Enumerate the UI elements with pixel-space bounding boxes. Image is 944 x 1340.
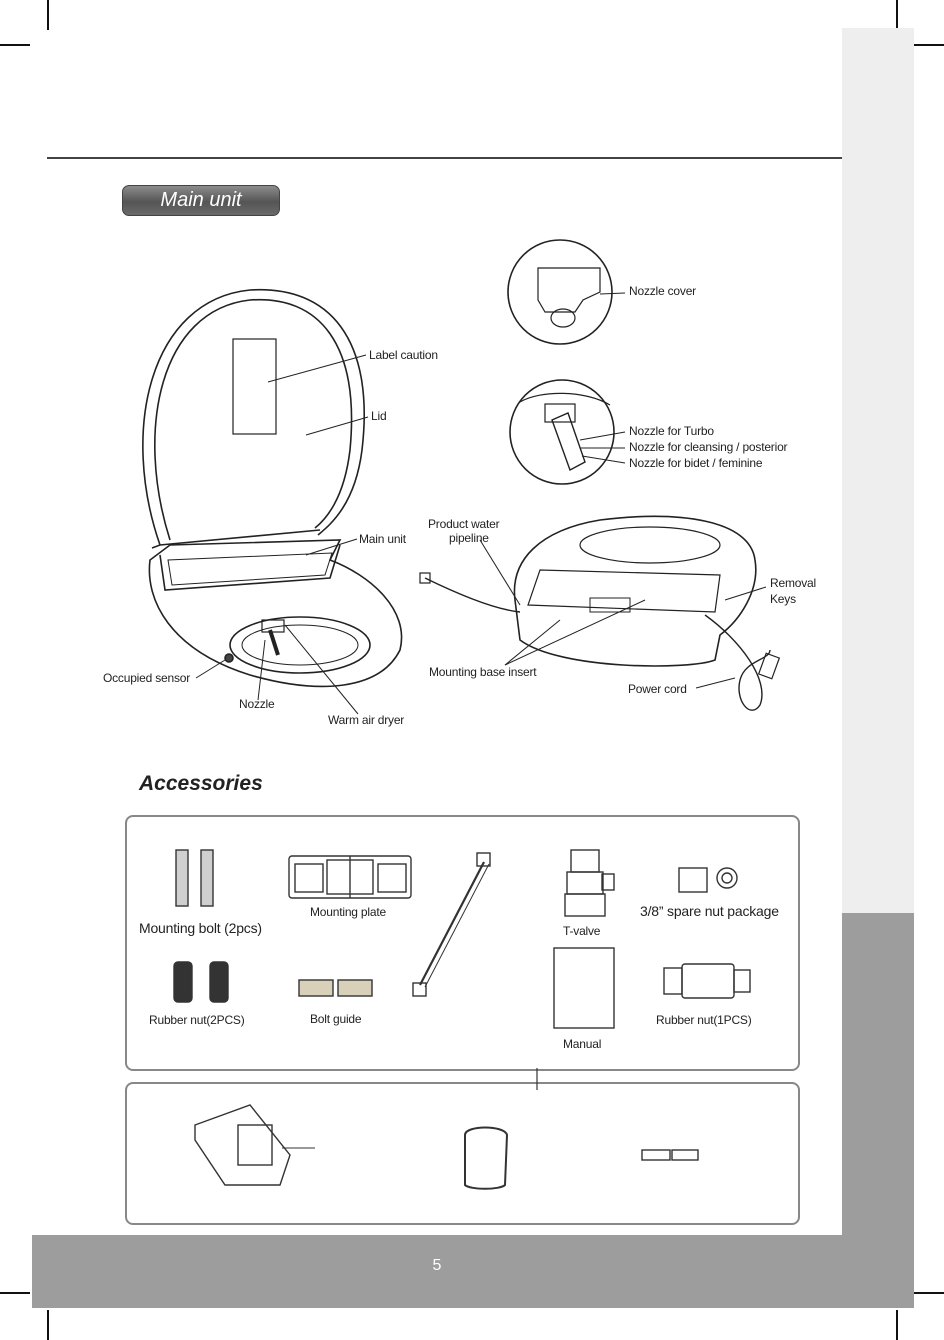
label-rubber-nut-2: Rubber nut(2PCS)	[149, 1013, 245, 1027]
label-pipeline: pipeline	[449, 531, 489, 545]
mounting-bolt-drawing	[176, 850, 213, 906]
label-mounting-base-insert: Mounting base insert	[429, 665, 537, 679]
label-manual: Manual	[563, 1037, 602, 1051]
label-lid: Lid	[371, 409, 387, 423]
label-product-water: Product water	[428, 517, 500, 531]
wall-bracket-drawing	[465, 1128, 507, 1189]
label-main-unit: Main unit	[359, 532, 406, 546]
manual-drawing	[554, 948, 614, 1028]
spare-nut-drawing	[679, 868, 737, 892]
main-unit-heading: Main unit	[122, 185, 280, 216]
battery-drawing	[642, 1150, 698, 1160]
mounting-plate-drawing	[289, 856, 411, 898]
label-occupied-sensor: Occupied sensor	[103, 671, 191, 685]
label-rubber-nut-1: Rubber nut(1PCS)	[656, 1013, 752, 1027]
label-spare-nut: 3/8” spare nut package	[640, 903, 779, 919]
label-nozzle-cover: Nozzle cover	[629, 284, 696, 298]
label-keys: Keys	[770, 592, 796, 606]
bolt-guide-drawing	[299, 980, 372, 996]
label-nozzle-turbo: Nozzle for Turbo	[629, 424, 714, 438]
label-bolt-guide: Bolt guide	[310, 1012, 362, 1026]
page-number: 5	[432, 1257, 442, 1274]
footer-band	[32, 1235, 842, 1308]
label-label-caution: Label caution	[369, 348, 438, 362]
water-hose-drawing	[413, 853, 490, 996]
rubber-nut-2-drawing	[174, 962, 228, 1002]
label-power-cord: Power cord	[628, 682, 687, 696]
t-valve-drawing	[565, 850, 614, 916]
label-nozzle-cleansing: Nozzle for cleansing / posterior	[629, 440, 788, 454]
remote-holder-drawing	[195, 1105, 315, 1185]
label-nozzle-bidet: Nozzle for bidet / feminine	[629, 456, 763, 470]
label-mounting-plate: Mounting plate	[310, 905, 386, 919]
label-mounting-bolt: Mounting bolt (2pcs)	[139, 920, 262, 936]
label-t-valve: T-valve	[563, 924, 601, 938]
label-removal: Removal	[770, 576, 816, 590]
label-warm-air-dryer: Warm air dryer	[328, 713, 405, 727]
accessories-heading: Accessories	[139, 772, 263, 795]
rubber-nut-1-drawing	[664, 964, 750, 998]
label-nozzle: Nozzle	[239, 697, 275, 711]
